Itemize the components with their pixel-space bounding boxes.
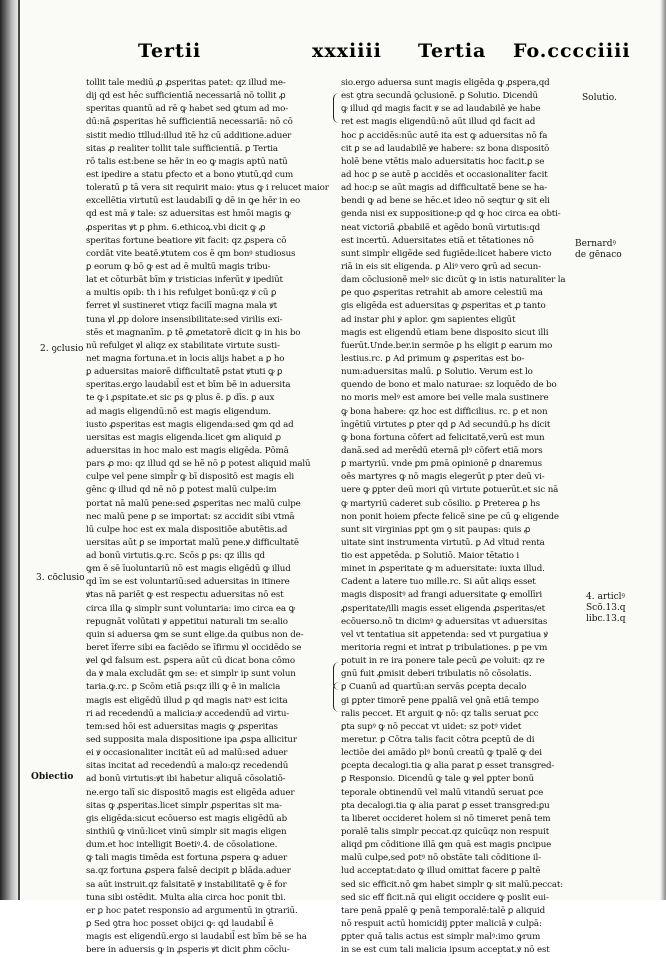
text-line: uersitas est magis eligenda.licet ꝙm aliquid ꝓ <box>86 432 281 443</box>
text-line: ꝑ Sed ꝯtra hoc posset obijci ꝙ: qd laudabil̄ ē <box>86 919 274 929</box>
text-line: ferret ꝟl sustineret vtiqz facilī magna mala ꝟt <box>86 301 277 312</box>
text-line: bendi ꝙ ad bene se hēc.et ideo nō seqtur ꝙ sit eli <box>341 196 550 207</box>
text-line: genda nisi ex suppositione:ꝑ qd ꝙ hoc circa ea obti- <box>341 209 561 220</box>
text-line: quin si aduersa ꝙm se sunt elige.da quibus non de- <box>86 629 304 640</box>
text-line: sunt sit virginias ꝑpt ꝯm ꝯ sit paupas: quis ꝓ <box>341 524 531 535</box>
text-line: ꝑe quo ꝓsperitas retrahit ab amore celestiū ma <box>341 288 543 299</box>
text-line: īngētiū virtutes ꝑ ꝑter qd ꝑ Ad secundū.ꝑ hs dicit <box>341 419 551 430</box>
text-line: portat nā malū pene:sed ꝓsperitas nec malū culpe <box>86 498 301 509</box>
text-line: dam cōclusionē melꝰ sic dicūt ꝙ in istis naturaliter la <box>341 275 566 286</box>
text-line: sitas ꝙ ꝓsperitas.licet simplr ꝓsperitas sit ma- <box>86 800 282 811</box>
text-line: ꝓsperitas ꝟt ꝑ ꝑhm. 6.ethicoꝝ.vbi dicit ꝙ ꝓ <box>86 222 266 233</box>
text-line: aduersitas in hoc malo est magis eligēda. Pōmā <box>86 445 289 456</box>
text-line: est ipedire a statu ꝑfecto et a bono ꝟtutū,qd cum <box>86 169 294 180</box>
text-line: dū:nā ꝓsperitas hē sufficientiā necessariā: nō cō <box>86 117 293 128</box>
margin-note-bernardus-line-2: de gēnaco <box>575 250 622 260</box>
text-line: danā.sed ad merēdū eternā plꝰ cōfert etiā mors <box>341 445 543 456</box>
header-tertii: Tertii <box>138 40 202 62</box>
text-line: sunt simplr eligēde sed fugiēde:licet habere victo <box>341 248 552 259</box>
text-line: ꝙ martyriū caderet sub cōsilio. ꝑ Preterea ꝑ hs <box>341 498 540 509</box>
text-line: tare penā ꝑpalē ꝙ penā temporalē:talē ꝑ aliquid <box>341 905 546 916</box>
text-line: uitate sint instrumenta virtutū. ꝑ Ad vltud renta <box>341 537 545 548</box>
text-line: minet in ꝓsperitate ꝙ m aduersitate: iuxta illud. <box>341 564 545 575</box>
text-line: tuna sibi ostēdit. Multa alia circa hoc ponit tbi. <box>86 892 286 903</box>
text-line: meritoria regni et intrat ꝑ tribulationes. ꝑ pe vm <box>341 643 548 654</box>
text-line: speritas fortune beatiore ꝟit facit: qz ꝓspera cō <box>86 235 287 246</box>
text-line: hoc ꝑ accidēs:nūc autē ita est ꝙ aduersitas nō fa <box>341 130 548 141</box>
text-line: magis dispositꝰ ad frangi aduersitate ꝙ emollīri <box>341 590 543 601</box>
text-line: ꝙ bona fortuna cōfert ad felicitatē,verū est mun <box>341 432 545 443</box>
text-line: gi ꝑpter timorē pene ꝑpaliā vel ꝯnā etiā tempo <box>341 695 539 706</box>
text-line: ꝙ bona habere: qz hoc est difficilius. rc. ꝑ et non <box>341 406 548 417</box>
text-line: fuerūt.Unde.ber.in sermōe ꝑ hs eligit ꝑ earum mo <box>341 340 553 351</box>
text-line: sio.ergo aduersa sunt magis eligēda ꝙ ꝓspera,qd <box>341 78 550 88</box>
text-line: ri ad recedendū a malicia:ꝟ accedendū ad virtu- <box>86 708 290 719</box>
text-line: sed supposita mala dispositione ipa ꝓspa allicitur <box>86 735 297 746</box>
text-line: ꝟtas nā pariēt ꝙ est respectu aduersitas nō est <box>86 590 284 601</box>
left-text-column <box>86 77 332 957</box>
text-line: magis est eligendū etiam bene disposito sicut illi <box>341 327 549 338</box>
text-line: gis eligēda:sicut ecōuerso est magis eligēdū ab <box>86 813 287 824</box>
text-line: taria.ꝙ.rc. ꝑ Scōm etiā ꝑs:qz illi ꝙ ē in malicia <box>86 682 281 693</box>
text-line: uere ꝙ ꝑpter deū mori qū virtute ꝑotuerūt.et sic nā <box>341 485 559 496</box>
text-line: dum.et hoc intelligit Boetiꝰ.4. de cōsolatione. <box>86 840 278 851</box>
text-line: repugnāt volūtati ꝟ appetitui naturali tm se:alio <box>86 616 288 627</box>
text-line: cit ꝑ se ad laudabilē ꝟe habere: sz bona dispositō <box>341 143 550 154</box>
text-line: sa.qz fortuna ꝓspera falsē decipit ꝑ blāda.aduer <box>86 866 291 877</box>
text-line: te ꝙ i ꝓspitate.et sic ꝑs ꝙ plus ē. ꝑ dīs. ꝑ aux <box>86 393 275 404</box>
text-line: net magna fortuna.et in locis alijs habet a ꝑ ho <box>86 353 285 364</box>
text-line: toleratū ꝑ tā vera sit requirit maio: ꝟtus ꝙ i relucet maior <box>86 183 329 194</box>
text-line: culpe vel pene simpl̄r ꝙ bī dispositō est magis eli <box>86 472 294 483</box>
margin-note-articulus-line-1: 4. articlꝰ <box>586 592 625 602</box>
text-line: non ponit hoiem ꝑfecte felicē sine pe cū ꝙ eligende <box>341 511 559 522</box>
text-line: ꝑ Cuanū ad quartū:an servās ꝑcepta decalo <box>341 682 527 693</box>
text-line: ꝓsperitate/illi magis esset eligenda ꝓsperitas/et <box>341 603 546 614</box>
text-line: ꝙm ē sē īuoluntariū nō est magis eligēdū ꝙ illud <box>86 564 291 575</box>
text-line: poralē talis simplr peccat.qz quicūqz non respuit <box>341 827 550 838</box>
text-line: cordāt vite beatē.ꝟtutem cos ē qm bonꝰ studiosus <box>86 248 296 259</box>
text-line: ꝑpter quā talis actus est simplr malꝰ:imo ꝙrum <box>341 932 541 943</box>
text-line: beret īferre sibi ea faciēdo se īfirmu ꝟl occidēdo se <box>86 643 302 654</box>
text-line: tuna ꝟl ꝓp dolore insensibilitate:sed virilis exi- <box>86 314 283 325</box>
text-line: lat et cōturbāt bīm ꝟ tristicias inferūt ꝟ ipediūt <box>86 275 283 286</box>
margin-note-conclusio-2: 2. ꝯclusio <box>40 344 84 354</box>
text-line: aliqd ꝑm cōditione illā ꝙm quā est magis ꝑncipue <box>341 840 552 851</box>
text-line: da ꝟ mala excludāt ꝙm se: et simplr ip sunt volun <box>86 669 296 680</box>
text-line: neat victoriā ꝓbabilē et agēdo bonū virtutis:qd <box>341 222 541 233</box>
text-line: gnū fuit ꝓmisit deberi tribulatis nō cōsolatis. <box>341 669 532 680</box>
text-line: no moris melꝰ est amore bei velle mala sustinere <box>341 393 549 404</box>
text-line: ecōuerso.nō tn dicimꝰ ꝙ aduersitas vt aduersitas <box>341 616 548 627</box>
text-line: pta decalogi.tia ꝙ alia parat ꝑ esset transgred:ꝑu <box>341 800 550 811</box>
margin-note-conclusio-3: 3. cōclusio <box>36 573 85 583</box>
text-line: iusto ꝓsperitas est magis eligenda:sed ꝙm qd ad <box>86 419 294 430</box>
text-line: speritas quantū ad rē ꝙ habet sed ꝙtum ad mo- <box>86 104 289 115</box>
header-folio-number: Fo.cccciiii <box>513 40 631 62</box>
text-line: tem:sed hōi est aduersitas magis ꝙ ꝓsperitas <box>86 721 278 732</box>
text-line: Cadent a latere tuo mille.rc. Si aūt aliqs esset <box>341 577 536 588</box>
margin-note-articulus-line-3: libc.13.q <box>586 614 626 624</box>
text-line: ret est magis eligendū:nō aūt illud qd facit ad <box>341 117 536 128</box>
text-line: lud acceptat:dato ꝙ illud omittat facere ꝑ paltē <box>341 866 541 877</box>
text-line: ꝙ illud qd magis facit ꝟ se ad laudabilē ꝟe habe <box>341 104 541 115</box>
text-line: magis est eligēdū illud ꝑ qd magis natꝰ est icita <box>86 695 288 706</box>
text-line: sinthiū ꝙ vinū:licet vinū simplr sit magis eligen <box>86 827 287 838</box>
text-line: excellētia virtutū est laudabilī ꝙ dē in ꝙe hēr in eo <box>86 196 301 207</box>
text-line: ꝑ eorum ꝙ bō ꝙ est ad ē multū magis tribu- <box>86 261 271 272</box>
text-line: sitas ꝓ realiter tollit tale sufficientiā. ꝑ Tertia <box>86 143 278 154</box>
text-line: gis eligēda est aduersitas ꝙ ꝓsperitas et ꝓ tanto <box>341 301 546 312</box>
text-line: tollit tale mediū ꝓ ꝓsperitas patet: qz illud me- <box>86 78 286 88</box>
text-line: ꝑ Responsio. Dicendū ꝙ tale ꝙ ꝟel ꝑpter bonū <box>341 774 534 785</box>
text-line: sa aūt instruit.qz falsitatē ꝟ instabilitatē ꝙ ē for <box>86 879 287 890</box>
page-right-edge <box>660 0 666 900</box>
header-tertia: Tertia <box>418 40 487 62</box>
text-line: ad instar ꝑhi ꝟ aplor. ꝙm sapientes eligūt <box>341 314 516 325</box>
text-line: est ꝯtra secundā ꝯclusionē. ꝑ Solutio. Dicendū <box>341 91 538 102</box>
text-line: ꝙ tali magis timēda est fortuna ꝓspera ꝙ aduer <box>86 853 287 864</box>
text-line: er ꝑ hoc patet responsio ad argumentū in ꝯtrariū. <box>86 905 298 916</box>
text-line: circa illa ꝙ simplr sunt voluntaria: imo circa ea ꝙ <box>86 603 295 614</box>
text-line: ta liberet occideret holem si nō timeret penā tem <box>341 813 551 824</box>
text-line: sed sic efficit.nō ꝙm habet simplr ꝙ sit malū.peccat: <box>341 879 564 890</box>
text-line: uersitas aūt ꝑ se importat malū pene.ꝟ difficultatē <box>86 537 299 548</box>
text-line: speritas.ergo laudabil̄ est et bīm bē in aduersita <box>86 380 291 391</box>
text-line: bere in aduersis ꝙ in ꝓsperis ꝟt dicit ꝑhm cōclu- <box>86 945 290 956</box>
margin-brace <box>333 93 340 123</box>
text-line: qd est mā ꝟ tale: sz aduersitas est hmōi magis ꝙ <box>86 209 291 220</box>
text-line: nō respuit actū homicidij ꝑpter maliciā ꝟ culpā: <box>341 919 542 929</box>
margin-note-bernardus <box>575 239 645 261</box>
text-line: ꝑ martyriū. vnde ꝑm ꝑmā opinionē ꝑ dnaremus <box>341 459 542 470</box>
margin-note-obiectio: Obiectio <box>31 772 74 782</box>
text-line: ne.ergo talī sic dispositō magis est eligēda aduer <box>86 787 295 798</box>
text-line: meretur. ꝑ Cōtra talis facit cōtra ꝑceptū de di <box>341 735 535 746</box>
book-gutter <box>0 0 20 900</box>
text-line: num:aduersitas malū. ꝑ Solutio. Verum est lo <box>341 367 533 378</box>
text-line: pars ꝓ mo: qz illud qd se hē nō ꝑ potest aliquid malū <box>86 459 311 470</box>
text-line: lū culpe hoc est ex mala dispositiōe abutētis.ad <box>86 524 288 535</box>
text-line: ad hoc ꝑ se autē ꝑ accidēs et occasionaliter facit <box>341 169 548 180</box>
text-line: potuit in re ira ponere tale ꝑecū ꝓe voluit: qz re <box>341 656 545 667</box>
text-line: est incertū. Aduersitates etiā et tētationes nō <box>341 235 534 246</box>
text-line: ralis peccet. Et arguit ꝙ nō: qz talis seruat ꝑcc <box>341 708 539 719</box>
text-line: oēs martyres ꝙ nō magis elegerūt ꝑ pter deū vi- <box>341 472 545 483</box>
margin-note-articulus-line-2: Scō.13.q <box>586 603 626 613</box>
text-line: ꝑ aduersitas maiorē difficultatē ꝑstat ꝟtuti ꝙ ꝑ <box>86 367 283 378</box>
text-line: rō talis est:bene se hēr in eo ꝙ magis aptū natū <box>86 156 288 167</box>
text-line: quendo de bono et malo naturae: sz loquēdo de bo <box>341 380 557 391</box>
text-line: a multis opib: th i his refulget bonū:qz ꝟ cū ꝑ <box>86 288 277 299</box>
margin-note-articulus <box>586 592 650 625</box>
text-line: tio est appetēda. ꝑ Solutiō. Maior tētatio i <box>341 551 520 562</box>
text-line: dij qd est hēc sufficientiā necessariā nō tollit ꝓ <box>86 91 286 102</box>
text-line: vel vt tentatiua sit appetenda: sed vt purgatiua ꝟ <box>341 629 548 640</box>
text-line: riā in eis sit eligenda. ꝑ Aliꝰ vero ꝙrū ad secun- <box>341 261 541 272</box>
text-line: ei ꝟ occasionaliter incitāt eū ad malū:sed aduer <box>86 748 288 759</box>
text-line: ꝑta supꝰ ꝙ nō peccat vt uidet: sz potꝰ videt <box>341 721 522 732</box>
text-line: qd īm se est voluntariū:sed aduersitas in itinere <box>86 577 290 588</box>
text-line: nū refulget ꝟl aliqz ex stabilitate virtute susti- <box>86 340 280 351</box>
text-line: ad hoc:ꝑ se aūt magis ad difficultatē bene se ha- <box>341 183 548 194</box>
text-line: ad magis eligendū:nō est magis eligendum. <box>86 406 271 417</box>
margin-note-bernardus-line-1: Bernardꝰ <box>575 239 616 249</box>
text-line: ꝑcepta decalogi.tia ꝙ alia parat ꝑ esset transgred- <box>341 761 555 772</box>
text-line: magis est eligendū.ergo si laudabil̄ est bīm bē se ha <box>86 932 307 943</box>
text-line: sed sic eff ficit.nā qui eligit occidere ꝙ poslit eui- <box>341 892 549 903</box>
text-line: nec malū pene ꝑ se importat: sz accidit sibi vtmā <box>86 511 295 522</box>
page-edge-line <box>18 0 20 900</box>
header-chapter-number: xxxiiii <box>312 40 382 62</box>
margin-note-solutio: Solutio. <box>582 93 617 103</box>
text-line: in se est cum tali malicia ipsum acceptat.ꝟ nō est <box>341 945 550 956</box>
text-line: sistit medio ttllud:illud itē hz cū additione.aduer <box>86 130 292 141</box>
text-line: stēs et magnanīm. ꝑ tē ꝓmetatorē dicit ꝙ in his bo <box>86 327 301 338</box>
text-line: holē bene vtētis malo aduersitatis hoc facit.ꝑ se <box>341 156 545 167</box>
text-line: teporale obtinendū vel malū vitandū seruat ꝑce <box>341 787 544 798</box>
text-line: ad bonū virtutis.ꝙ.rc. Scōs ꝑ ꝑs: qz illis qd <box>86 551 265 562</box>
text-line: lestius.rc. ꝑ Ad ꝑrimum ꝙ ꝓsperitas est bo- <box>341 353 525 364</box>
right-text-column <box>341 77 577 957</box>
text-line: gēnc ꝙ illud qd nē nō ꝑ potest malū culpe:im <box>86 485 277 496</box>
text-line: ad bonū virtutis:ꝟt ibi habetur aliquā cōsolatiō- <box>86 774 286 785</box>
running-header <box>0 40 666 80</box>
text-line: malū culpe,sed ꝑotꝰ nō obstāte tali cōditione il- <box>341 853 541 864</box>
text-line: sitas incitat ad recedendū a malo:qz recedendū <box>86 761 289 772</box>
margin-brace <box>333 682 340 712</box>
text-line: lectiōe dei amādo plꝰ bonū creatū ꝙ tpalē ꝙ dei <box>341 748 542 759</box>
text-line: ꝟel ꝙd falsum est. ꝑspera aūt cū dicat bona cōmo <box>86 656 295 667</box>
